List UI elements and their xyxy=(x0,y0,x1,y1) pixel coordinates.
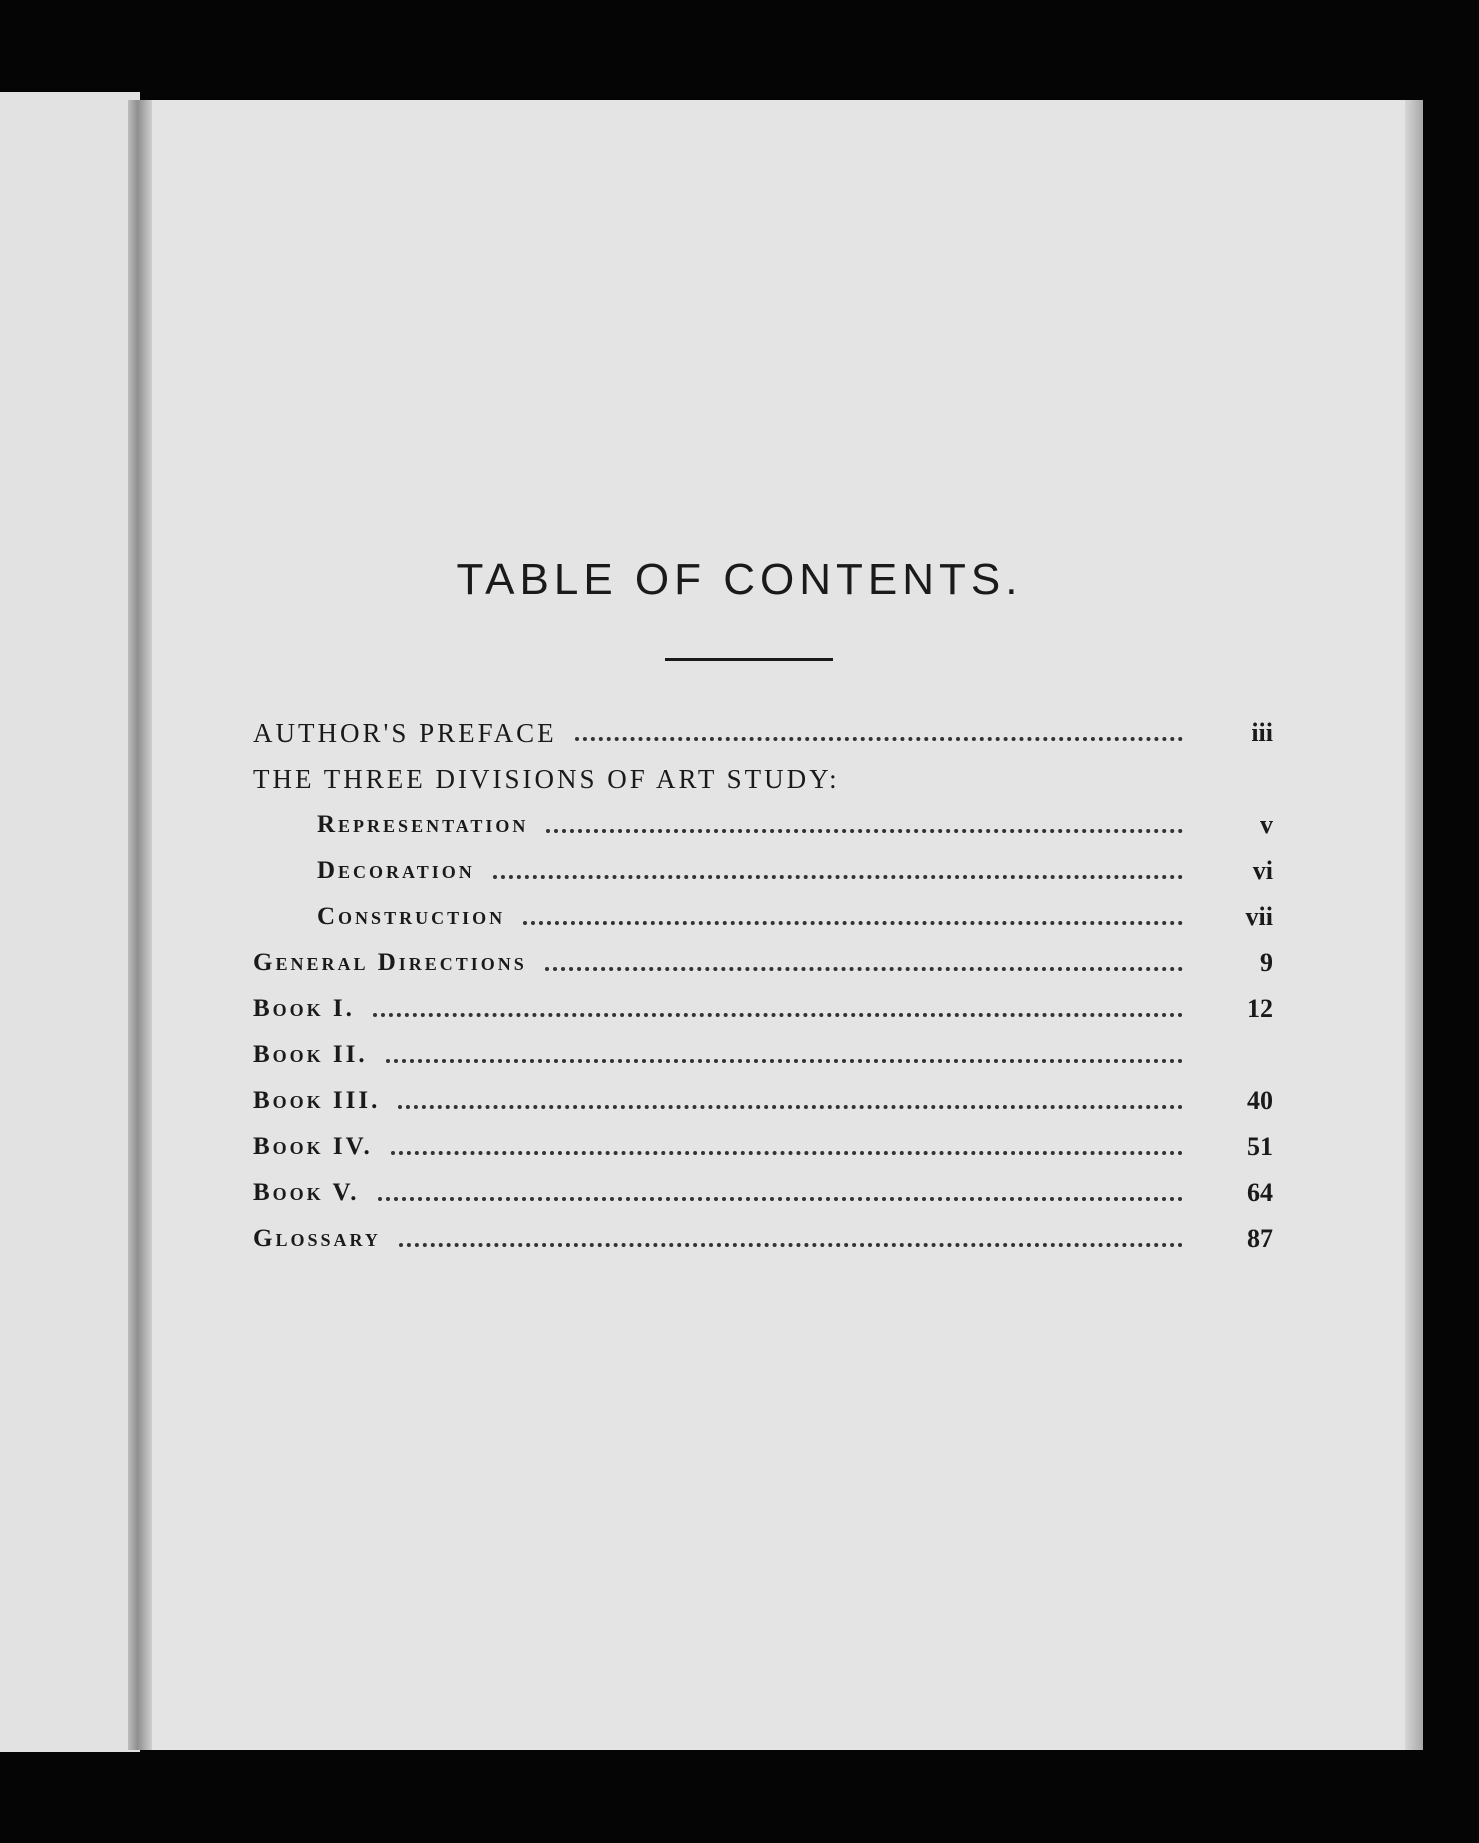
dot-leader xyxy=(523,909,1183,925)
toc-entry-page: 9 xyxy=(1260,948,1273,977)
toc-entry-book-3[interactable] xyxy=(253,1078,1273,1124)
page-title: TABLE OF CONTENTS. xyxy=(456,555,1023,604)
dot-leader xyxy=(575,725,1183,741)
toc-entry-page: 51 xyxy=(1247,1132,1273,1161)
toc-entry-label: Book III. xyxy=(253,1087,381,1114)
toc-entry-label: Representation xyxy=(317,811,529,838)
dot-leader xyxy=(391,1139,1183,1155)
toc-entry-book-4[interactable] xyxy=(253,1124,1273,1170)
toc-entry-page: 87 xyxy=(1247,1224,1273,1253)
toc-entry-label: Book IV. xyxy=(253,1133,373,1160)
toc-entry-page: 64 xyxy=(1247,1178,1273,1207)
toc-entry-label: AUTHOR'S PREFACE xyxy=(253,717,557,748)
dot-leader xyxy=(493,863,1183,879)
title-rule xyxy=(665,658,833,661)
dot-leader xyxy=(373,1001,1183,1017)
table-of-contents xyxy=(253,710,1273,1262)
toc-entry-preface[interactable] xyxy=(253,710,1273,756)
toc-entry-book-5[interactable] xyxy=(253,1170,1273,1216)
dot-leader xyxy=(399,1231,1183,1247)
toc-entry-page: vii xyxy=(1245,902,1273,931)
toc-entry-label: Book V. xyxy=(253,1179,360,1206)
toc-entry-page: 40 xyxy=(1247,1086,1273,1115)
dot-leader xyxy=(398,1093,1183,1109)
toc-entry-page: 12 xyxy=(1247,994,1273,1023)
toc-entry-construction[interactable] xyxy=(253,894,1273,940)
toc-entry-label: Book II. xyxy=(253,1041,368,1068)
toc-entry-label: Glossary xyxy=(253,1225,381,1252)
toc-entry-general-directions[interactable] xyxy=(253,940,1273,986)
dot-leader xyxy=(546,817,1183,833)
toc-entry-label: Construction xyxy=(317,903,506,930)
toc-entry-page: vi xyxy=(1252,856,1273,885)
toc-entry-decoration[interactable] xyxy=(253,848,1273,894)
toc-entry-book-2[interactable] xyxy=(253,1032,1273,1078)
toc-entry-page: iii xyxy=(1251,718,1273,747)
facing-page-edge xyxy=(0,92,140,1752)
toc-entry-divisions-heading xyxy=(253,756,1273,802)
toc-entry-representation[interactable] xyxy=(253,802,1273,848)
toc-entry-label: General Directions xyxy=(253,949,527,976)
toc-entry-book-1[interactable] xyxy=(253,986,1273,1032)
toc-entry-label: THE THREE DIVISIONS OF ART STUDY: xyxy=(253,763,840,794)
dot-leader xyxy=(386,1047,1183,1063)
book-gutter xyxy=(128,100,152,1750)
toc-entry-label: Decoration xyxy=(317,857,475,884)
toc-entry-label: Book I. xyxy=(253,995,355,1022)
toc-entry-page: v xyxy=(1260,810,1273,839)
page-edge-shadow xyxy=(1405,100,1423,1750)
dot-leader xyxy=(545,955,1183,971)
toc-entry-glossary[interactable] xyxy=(253,1216,1273,1262)
dot-leader xyxy=(378,1185,1183,1201)
